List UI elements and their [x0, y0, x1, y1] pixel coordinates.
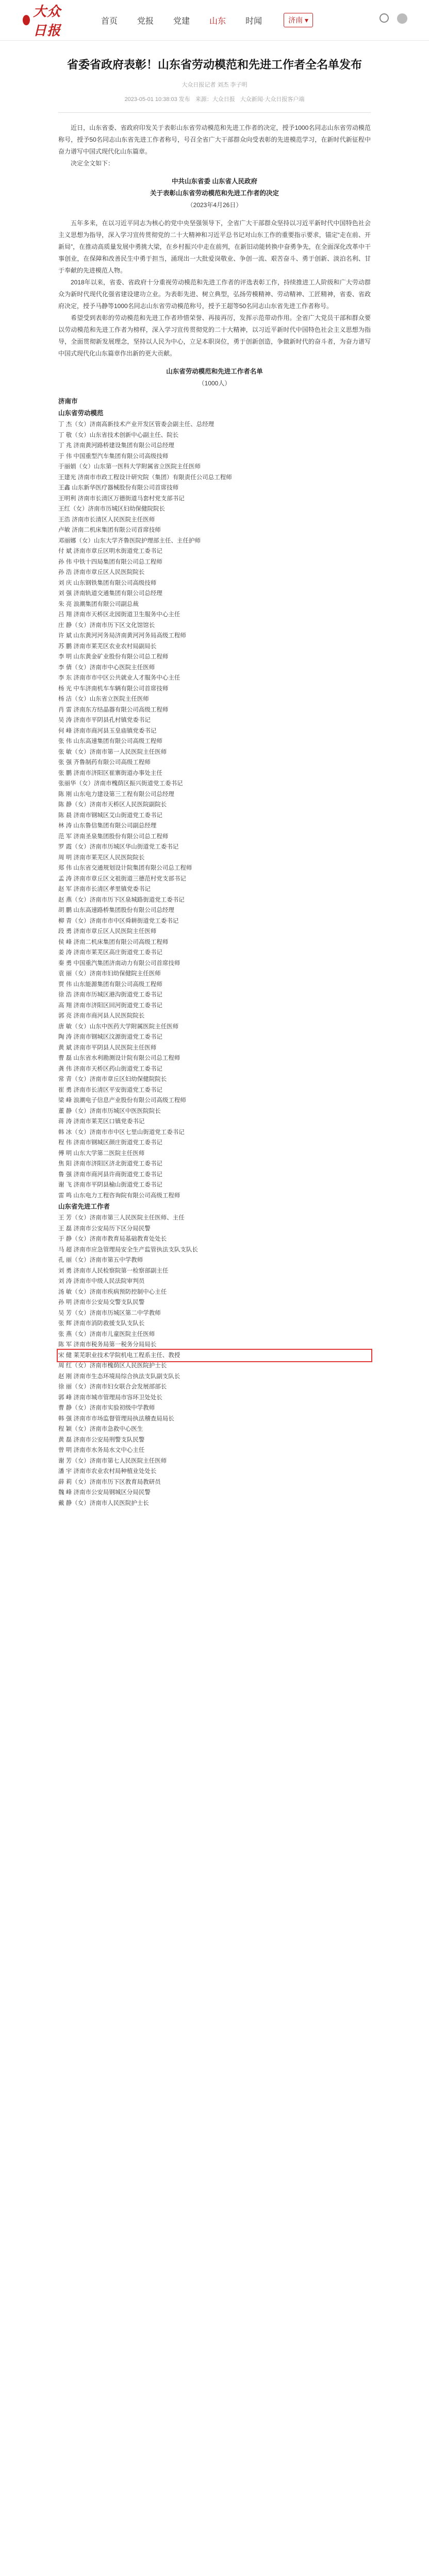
- region-selector[interactable]: 济南 ▾: [284, 13, 313, 27]
- nav-item[interactable]: 党报: [137, 16, 154, 26]
- list-item: 董 静（女）济南市历城区中医医院院长: [58, 1108, 161, 1114]
- article-client: 大众新闻·大众日报客户端: [240, 96, 305, 103]
- list-item: 黄 斌 济南市平阴县人民医院主任医师: [58, 1044, 157, 1051]
- list-title: 山东省劳动模范和先进工作者名单: [166, 368, 263, 375]
- nav-item[interactable]: 山东: [209, 16, 226, 26]
- list-item: 陈 军 济南市税务局第一税务分局局长: [58, 1342, 157, 1348]
- list-item: 胡 鹏 山东高速路桥集团股份有限公司总经理: [58, 907, 174, 913]
- list-item: 陈 静（女）济南市天桥区人民医院副院长: [58, 802, 167, 808]
- decision-paragraph: 2018年以来，省委、省政府十分重视劳动模范和先进工作者的评选表彰工作，持续推进工人阶级和广大劳动群众为新时代现代化强省建设建功立业。为表彰先进、树立典型，弘扬劳模精神、劳动精神、工匠精神，省委、省政府决定，授予马静等1000名同志山东省劳动模范称号，授予王超等50名同志山东省先进工作者称号。: [58, 279, 371, 310]
- article-intro: [58, 122, 371, 170]
- advanced-worker-list: [58, 1213, 371, 1509]
- list-item: 薛 莉（女）济南市历下区教育局教研员: [58, 1479, 161, 1485]
- list-item: 常 青（女）济南市章丘区妇幼保健院院长: [58, 1076, 167, 1082]
- list-item: 傅 明 山东大学第二医院主任医师: [58, 1150, 145, 1157]
- list-item: 袁 丽（女）济南市妇幼保健院主任医师: [58, 971, 161, 977]
- intro-paragraph: 近日，山东省委、省政府印发关于表彰山东省劳动模范和先进工作者的决定，授予1000名同志山东省劳动模范称号，授予50名同志山东省先进工作者称号，号召全省广大干部群众向受表彰的先进模范学习，在新时代新征程中奋力谱写中国式现代化山东篇章。: [58, 124, 371, 155]
- list-item: 王明利 济南市长清区万德街道马套村党支部书记: [58, 495, 185, 502]
- article-meta: [58, 80, 371, 104]
- list-item: 徐 丽（女）济南市妇女联合会发展部部长: [58, 1384, 167, 1390]
- list-item: 陶 涛 济南市钢城区汶源街道党工委书记: [58, 1034, 162, 1040]
- category-heading-advanced-workers: 山东省先进工作者: [58, 1203, 110, 1210]
- list-item: 雷 鸣 山东电力工程咨询院有限公司高级工程师: [58, 1192, 180, 1199]
- article-source: 来源：大众日报: [195, 96, 235, 103]
- article-title: 省委省政府表彰！山东省劳动模范和先进工作者全名单发布: [67, 58, 362, 71]
- category-heading-model-workers: 山东省劳动模范: [58, 410, 104, 417]
- list-item: 郭 峰 济南市城市管理局市容环卫处处长: [58, 1394, 162, 1401]
- nav-item[interactable]: 首页: [101, 16, 118, 26]
- list-item: 张 敏（女）济南市第一人民医院主任医师: [58, 749, 167, 755]
- list-item: 范 军 济南圣泉集团股份有限公司总工程师: [58, 833, 169, 840]
- list-item: 柳 青（女）济南市市中区舜耕街道党工委书记: [58, 918, 179, 924]
- decision-paragraph: 五年多来，在以习近平同志为核心的党中央坚强领导下，全省广大干部群众坚持以习近平新时代中国特色社会主义思想为指导，深入学习宣传贯彻党的二十大精神和习近平总书记对山东工作的重要指示要求，锚定“走在前、开新局”，在推动高质量发展中勇挑大梁，在乡村振兴中走在前列，在新旧动能转换中奋勇争先，在全面深化改革中干事创业，在保障和改善民生中勇于担当，涌现出一大批爱岗敬业、争创一流、艰苦奋斗、勇于创新、淡泊名利、甘于奉献的先进模范人物。: [58, 219, 371, 274]
- decision-paragraph: 希望受到表彰的劳动模范和先进工作者珍惜荣誉、再接再厉，发挥示范带动作用。全省广大党员干部和群众要以劳动模范和先进工作者为榜样，深入学习宣传贯彻党的二十大精神，以习近平新时代中国特色社会主义思想为指导，全面贯彻新发展理念，坚持以人民为中心，立足本职岗位，勇于创新创造，争做新时代的奋斗者，为奋力谱写中国式现代化山东篇章作出新的更大贡献。: [58, 314, 371, 357]
- list-item: 张 燕（女）济南市儿童医院主任医师: [58, 1331, 155, 1337]
- list-item: 张丽华（女）济南市槐荫区振兴街道党工委书记: [58, 781, 183, 787]
- list-item: 付 斌 济南市章丘区明水街道党工委书记: [58, 548, 162, 554]
- list-item: 吕 翔 济南市天桥区北园街道卫生服务中心主任: [58, 612, 180, 618]
- list-item: 刘 强 济南轨道交通集团有限公司总经理: [58, 590, 162, 597]
- city-heading: 济南市: [58, 398, 78, 405]
- header-tools: [380, 13, 407, 24]
- list-item: 刘 庆 山东钢铁集团有限公司高级技师: [58, 580, 157, 586]
- site-header: [0, 0, 429, 41]
- list-item: 庄 静（女）济南市历下区文化馆馆长: [58, 622, 155, 629]
- article-author: 大众日报记者 刘杰 李子明: [182, 82, 248, 88]
- list-item: 赵 刚 济南市生态环境局综合执法支队副支队长: [58, 1373, 180, 1380]
- list-item: 梁 峰 浪潮电子信息产业股份有限公司高级工程师: [58, 1097, 186, 1104]
- list-item: 孙 明 济南市公安局交警支队民警: [58, 1299, 145, 1306]
- highlighted-list-item: 宋 健 莱芜职业技术学院机电工程系主任、教授: [58, 1350, 371, 1361]
- list-item: 曹 磊 山东省水利勘测设计院有限公司总工程师: [58, 1055, 180, 1061]
- list-item: 何 峰 济南市商河县玉皇庙镇党委书记: [58, 727, 157, 734]
- list-item: 段 勇 济南市章丘区人民医院主任医师: [58, 928, 157, 935]
- list-item: 焦 阳 济南市济阳区济北街道党工委书记: [58, 1161, 162, 1167]
- list-item: 张 伟 山东高速集团有限公司高级工程师: [58, 738, 162, 744]
- article: [58, 41, 371, 1509]
- list-item: 谢 飞 济南市平阴县榆山街道党工委书记: [58, 1182, 162, 1188]
- list-item: 刘 涛 济南市中级人民法院审判员: [58, 1278, 145, 1284]
- list-item: 崔 勇 济南市长清区平安街道党工委书记: [58, 1087, 162, 1093]
- list-item: 孔 丽（女）济南市第五中学教师: [58, 1257, 143, 1263]
- list-item: 高 翔 济南市济阳区回河街道党工委书记: [58, 1002, 162, 1009]
- list-item: 赵 军 济南市长清区孝里镇党委书记: [58, 886, 151, 892]
- list-item: 张 鹏 济南市济阳区崔寨街道办事处主任: [58, 770, 162, 776]
- list-item: 贾 伟 山东能源集团有限公司高级工程师: [58, 981, 162, 988]
- list-item: 罗 霞（女）济南市历城区华山街道党工委书记: [58, 844, 179, 850]
- main-nav: [101, 14, 262, 26]
- list-item: 王红（女）济南市历城区妇幼保健院院长: [58, 506, 165, 512]
- list-item: 周 明 济南市莱芜区人民医院院长: [58, 854, 145, 861]
- list-item: 陈 刚 山东电力建设第三工程有限公司总经理: [58, 791, 174, 798]
- list-item: 汤 敏（女）济南市疾病预防控制中心主任: [58, 1289, 167, 1295]
- list-item: 姜 涛 济南市莱芜区高庄街道党工委书记: [58, 950, 162, 956]
- list-item: 唐 敏（女）山东中医药大学附属医院主任医师: [58, 1023, 179, 1030]
- list-item: 马 超 济南市应急管理局安全生产监管执法支队支队长: [58, 1246, 198, 1253]
- list-item: 杨 洁（女）山东省立医院主任医师: [58, 696, 149, 702]
- list-item: 王建光 济南市市政工程设计研究院（集团）有限责任公司总工程师: [58, 474, 232, 481]
- list-item: 王 磊 济南市公安局历下区分局民警: [58, 1225, 151, 1232]
- list-item: 朱 亮 浪潮集团有限公司副总裁: [58, 601, 139, 607]
- article-time: 2023-05-01 10:38:03 发布: [124, 96, 190, 103]
- list-item: 韩 冰（女）济南市市中区七里山街道党工委书记: [58, 1129, 185, 1136]
- list-item: 曹 静（女）济南市实验初级中学教师: [58, 1405, 155, 1411]
- list-item: 郑 伟 山东省交通规划设计院集团有限公司总工程师: [58, 865, 192, 871]
- list-item: 孟 涛 济南市章丘区文祖街道三德范村党支部书记: [58, 875, 186, 882]
- list-item: 吴 涛 济南市平阴县孔村镇党委书记: [58, 717, 151, 723]
- list-item: 戴 静（女）济南市人民医院护士长: [58, 1500, 149, 1506]
- list-item: 程 伟 济南市钢城区颜庄街道党工委书记: [58, 1140, 162, 1146]
- model-worker-list: [58, 419, 371, 1201]
- list-item: 张 强 齐鲁制药有限公司高级工程师: [58, 759, 151, 766]
- nav-item[interactable]: 时闻: [245, 16, 262, 26]
- logo-text: 大众日报: [33, 4, 61, 39]
- list-item: 谢 芳（女）济南市第七人民医院主任医师: [58, 1458, 167, 1464]
- decision-title: 关于表彰山东省劳动模范和先进工作者的决定: [150, 190, 279, 197]
- list-item: 王 芳（女）济南市第三人民医院主任医师、主任: [58, 1215, 185, 1221]
- list-item: 孙 浩 济南市章丘区人民医院院长: [58, 569, 145, 575]
- list-item: 李 东 济南市市中区公共就业人才服务中心主任: [58, 675, 180, 681]
- list-item: 刘 勇 济南市人民检察院第一检察部副主任: [58, 1267, 169, 1274]
- list-item: 李 明 山东黄金矿业股份有限公司总工程师: [58, 654, 169, 660]
- list-item: 秦 勇 中国重汽集团济南动力有限公司首席技师: [58, 960, 180, 967]
- list-item: 鲁 强 济南市商河县许商街道党工委书记: [58, 1171, 162, 1178]
- decision-issuer: 中共山东省委 山东省人民政府: [172, 178, 257, 185]
- divider: [58, 112, 371, 113]
- list-item: 赵 燕（女）济南市历下区泉城路街道党工委书记: [58, 896, 185, 903]
- list-item: 李 倩（女）济南市中心医院主任医师: [58, 664, 155, 671]
- user-avatar-icon[interactable]: [397, 13, 407, 24]
- list-item: 邓丽娜（女）山东大学齐鲁医院护理部主任、主任护师: [58, 537, 201, 544]
- list-item: 苏 鹏 济南市莱芜区农业农村局副局长: [58, 643, 157, 650]
- list-item: 丁 兆 济南黄河路桥建设集团有限公司总经理: [58, 443, 174, 449]
- list-item: 于 静（女）济南市教育局基础教育处处长: [58, 1236, 167, 1242]
- list-item: 韩 强 济南市市场监督管理局执法稽查局局长: [58, 1415, 174, 1422]
- list-item: 郭 亮 济南市商河县人民医院院长: [58, 1013, 145, 1019]
- list-item: 于 伟 中国重型汽车集团有限公司高级技师: [58, 453, 169, 460]
- list-item: 于丽娟（女）山东第一医科大学附属省立医院主任医师: [58, 464, 201, 470]
- list-item: 周 红（女）济南市槐荫区人民医院护士长: [58, 1363, 167, 1369]
- list-item: 丁 敬（女）山东省技术创新中心副主任、院长: [58, 432, 179, 438]
- logo-seal-icon: [23, 15, 30, 25]
- list-count: （1000人）: [198, 380, 231, 387]
- nav-item[interactable]: 党建: [173, 16, 190, 26]
- list-item: 林 涛 山东鲁信集团有限公司副总经理: [58, 823, 157, 829]
- list-item: 张 辉 济南市消防救援支队支队长: [58, 1320, 145, 1327]
- intro-paragraph: 决定全文如下：: [71, 160, 114, 167]
- list-item: 魏 峰 济南市公安局钢城区分局民警: [58, 1489, 151, 1496]
- site-logo[interactable]: [23, 4, 72, 39]
- list-item: 孙 伟 中铁十四局集团有限公司总工程师: [58, 558, 162, 565]
- list-item: 黄 磊 济南市公安局刑警支队民警: [58, 1436, 145, 1443]
- list-item: 王浩 济南市长清区人民医院主任医师: [58, 516, 155, 523]
- search-icon[interactable]: [380, 13, 389, 23]
- list-item: 肖 雷 济南东方结晶器有限公司高级工程师: [58, 706, 169, 713]
- list-item: 吴 芳（女）济南市历城区第二中学教师: [58, 1310, 161, 1316]
- list-item: 潘 宇 济南市农业农村局种植业处处长: [58, 1468, 157, 1475]
- list-item: 卢敏 济南二机床集团有限公司首席技师: [58, 527, 161, 533]
- list-item: 蒋 涛 济南市莱芜区口镇党委书记: [58, 1118, 145, 1125]
- list-item: 许 斌 山东黄河河务局济南黄河河务局高级工程师: [58, 633, 186, 639]
- list-item: 侯 峰 济南二机床集团有限公司高级工程师: [58, 939, 169, 945]
- list-item: 陈 晨 济南市钢城区艾山街道党工委书记: [58, 812, 162, 819]
- list-item: 王鑫 山东新华医疗器械股份有限公司首席技师: [58, 485, 179, 491]
- decision-date: （2023年4月26日）: [187, 201, 242, 209]
- list-item: 程 颖（女）济南市急救中心医生: [58, 1426, 143, 1432]
- decision-body: [58, 217, 371, 360]
- list-item: 龚 伟 济南市天桥区药山街道党工委书记: [58, 1065, 162, 1072]
- list-item: 曾 明 济南市水务局水文中心主任: [58, 1447, 145, 1453]
- list-item: 丁 杰（女）济南高新技术产业开发区管委会副主任、总经理: [58, 421, 214, 428]
- list-item: 徐 浩 济南市历城区港沟街道党工委书记: [58, 992, 162, 998]
- list-item: 杨 光 中车济南机车车辆有限公司首席技师: [58, 685, 169, 692]
